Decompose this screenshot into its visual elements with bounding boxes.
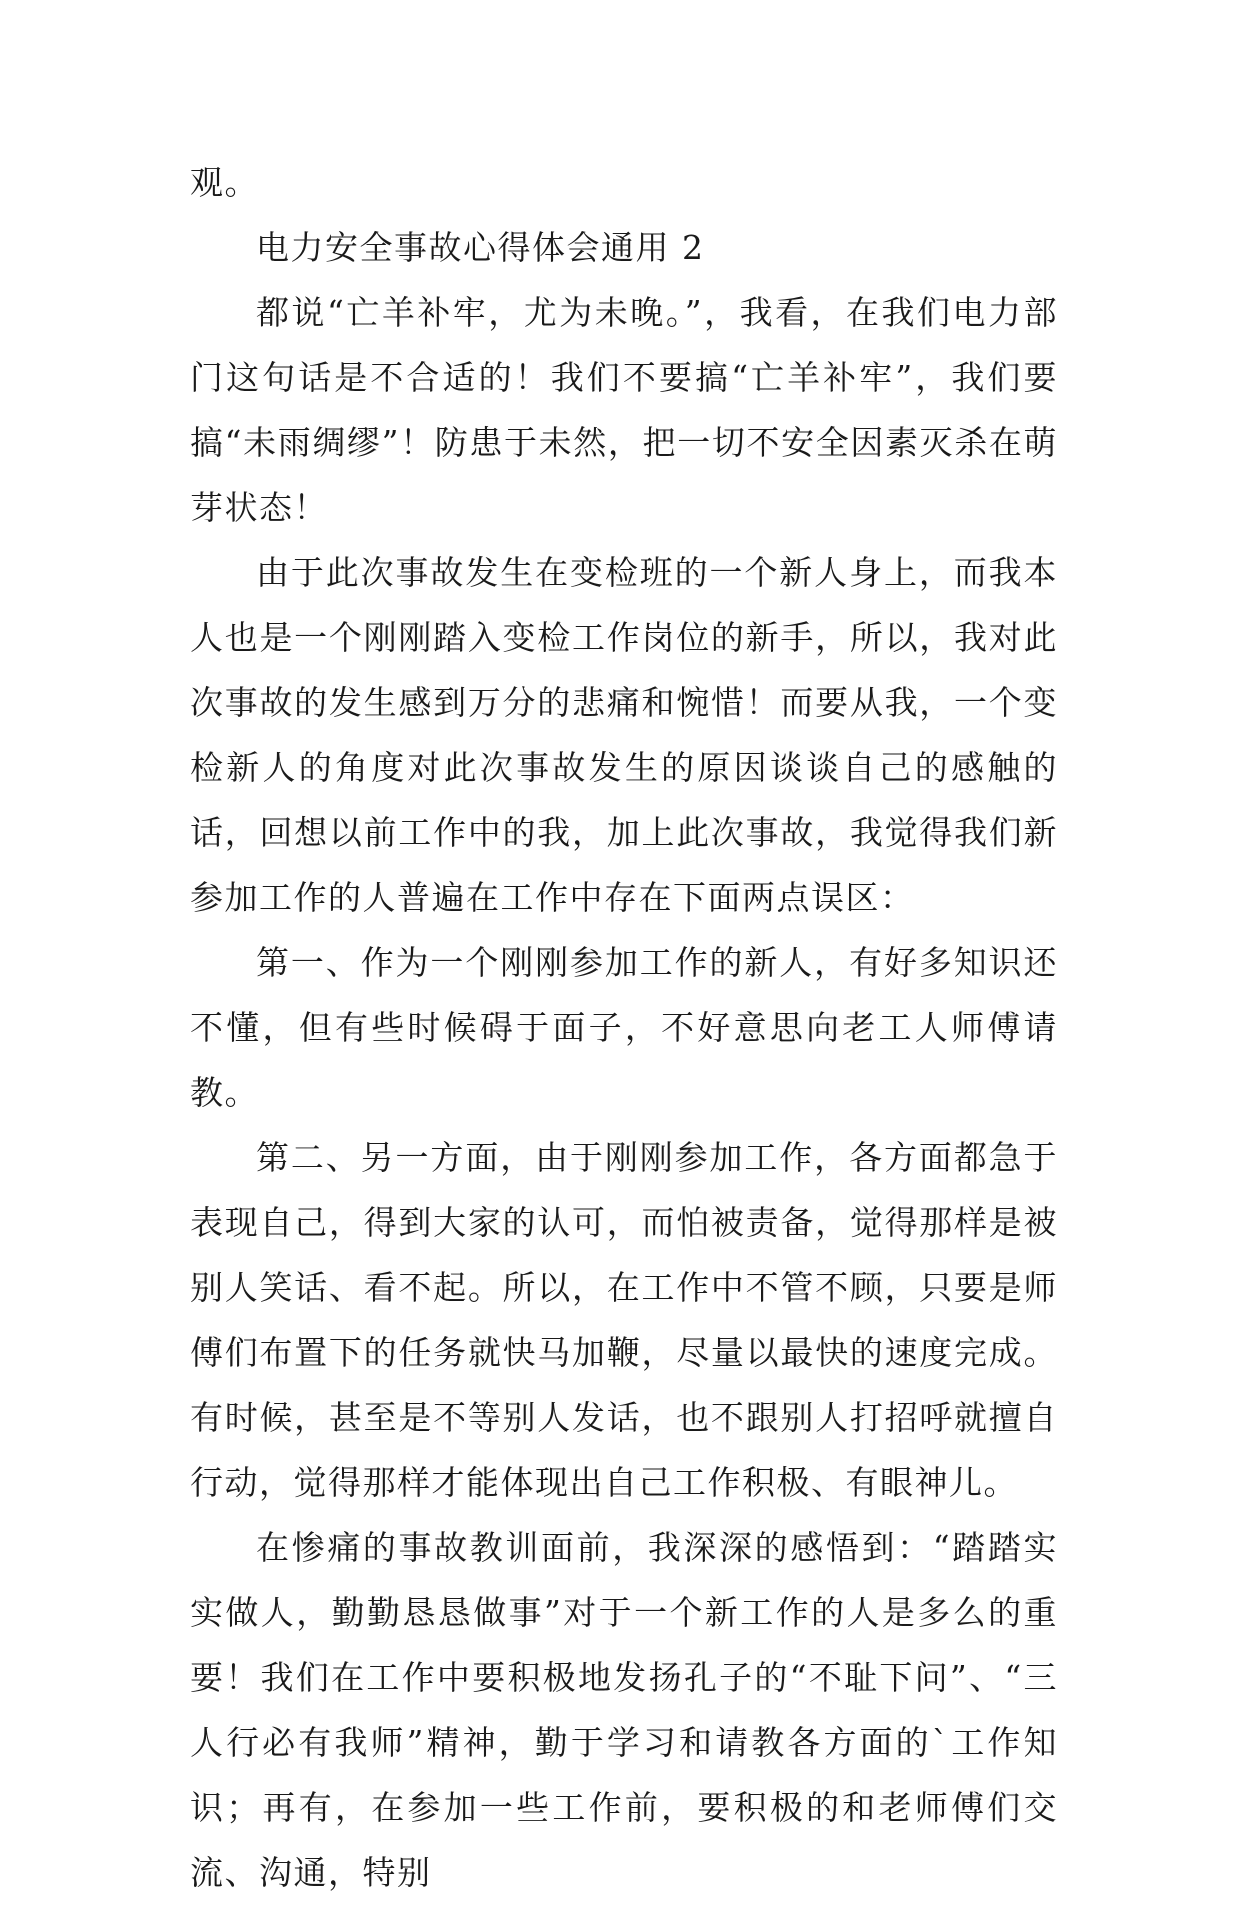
paragraph-continuation: 观。 <box>190 163 259 202</box>
section-heading: 电力安全事故心得体会通用 2 <box>256 228 705 267</box>
paragraph-5: 在惨痛的事故教训面前，我深深的感悟到：“踏踏实实做人，勤勤恳恳做事”对于一个新工作的人是多么的重要！我们在工作中要积极地发扬孔子的“不耻下问”、“三人行必有我师”精神，勤于学习和请教各方面的`工作知识；再有，在参加一些工作前，要积极的和老师傅们交流、沟通，特别 <box>190 1528 1058 1892</box>
paragraph-3: 第一、作为一个刚刚参加工作的新人，有好多知识还不懂，但有些时候碍于面子，不好意思向老工人师傅请教。 <box>190 943 1058 1112</box>
paragraph-1: 都说“亡羊补牢，尤为未晚。”，我看，在我们电力部门这句话是不合适的！我们不要搞“亡羊补牢”，我们要搞“未雨绸缪”！防患于未然，把一切不安全因素灭杀在萌芽状态！ <box>190 293 1058 527</box>
paragraph-2: 由于此次事故发生在变检班的一个新人身上，而我本人也是一个刚刚踏入变检工作岗位的新手，所以，我对此次事故的发生感到万分的悲痛和惋惜！而要从我，一个变检新人的角度对此次事故发生的原因谈谈自己的感触的话，回想以前工作中的我，加上此次事故，我觉得我们新参加工作的人普遍在工作中存在下面两点误区： <box>190 553 1058 917</box>
paragraph-4: 第二、另一方面，由于刚刚参加工作，各方面都急于表现自己，得到大家的认可，而怕被责备，觉得那样是被别人笑话、看不起。所以，在工作中不管不顾，只要是师傅们布置下的任务就快马加鞭，尽量以最快的速度完成。有时候，甚至是不等别人发话，也不跟别人打招呼就擅自行动，觉得那样才能体现出自己工作积极、有眼神儿。 <box>190 1138 1058 1502</box>
document-body <box>190 150 1058 1905</box>
